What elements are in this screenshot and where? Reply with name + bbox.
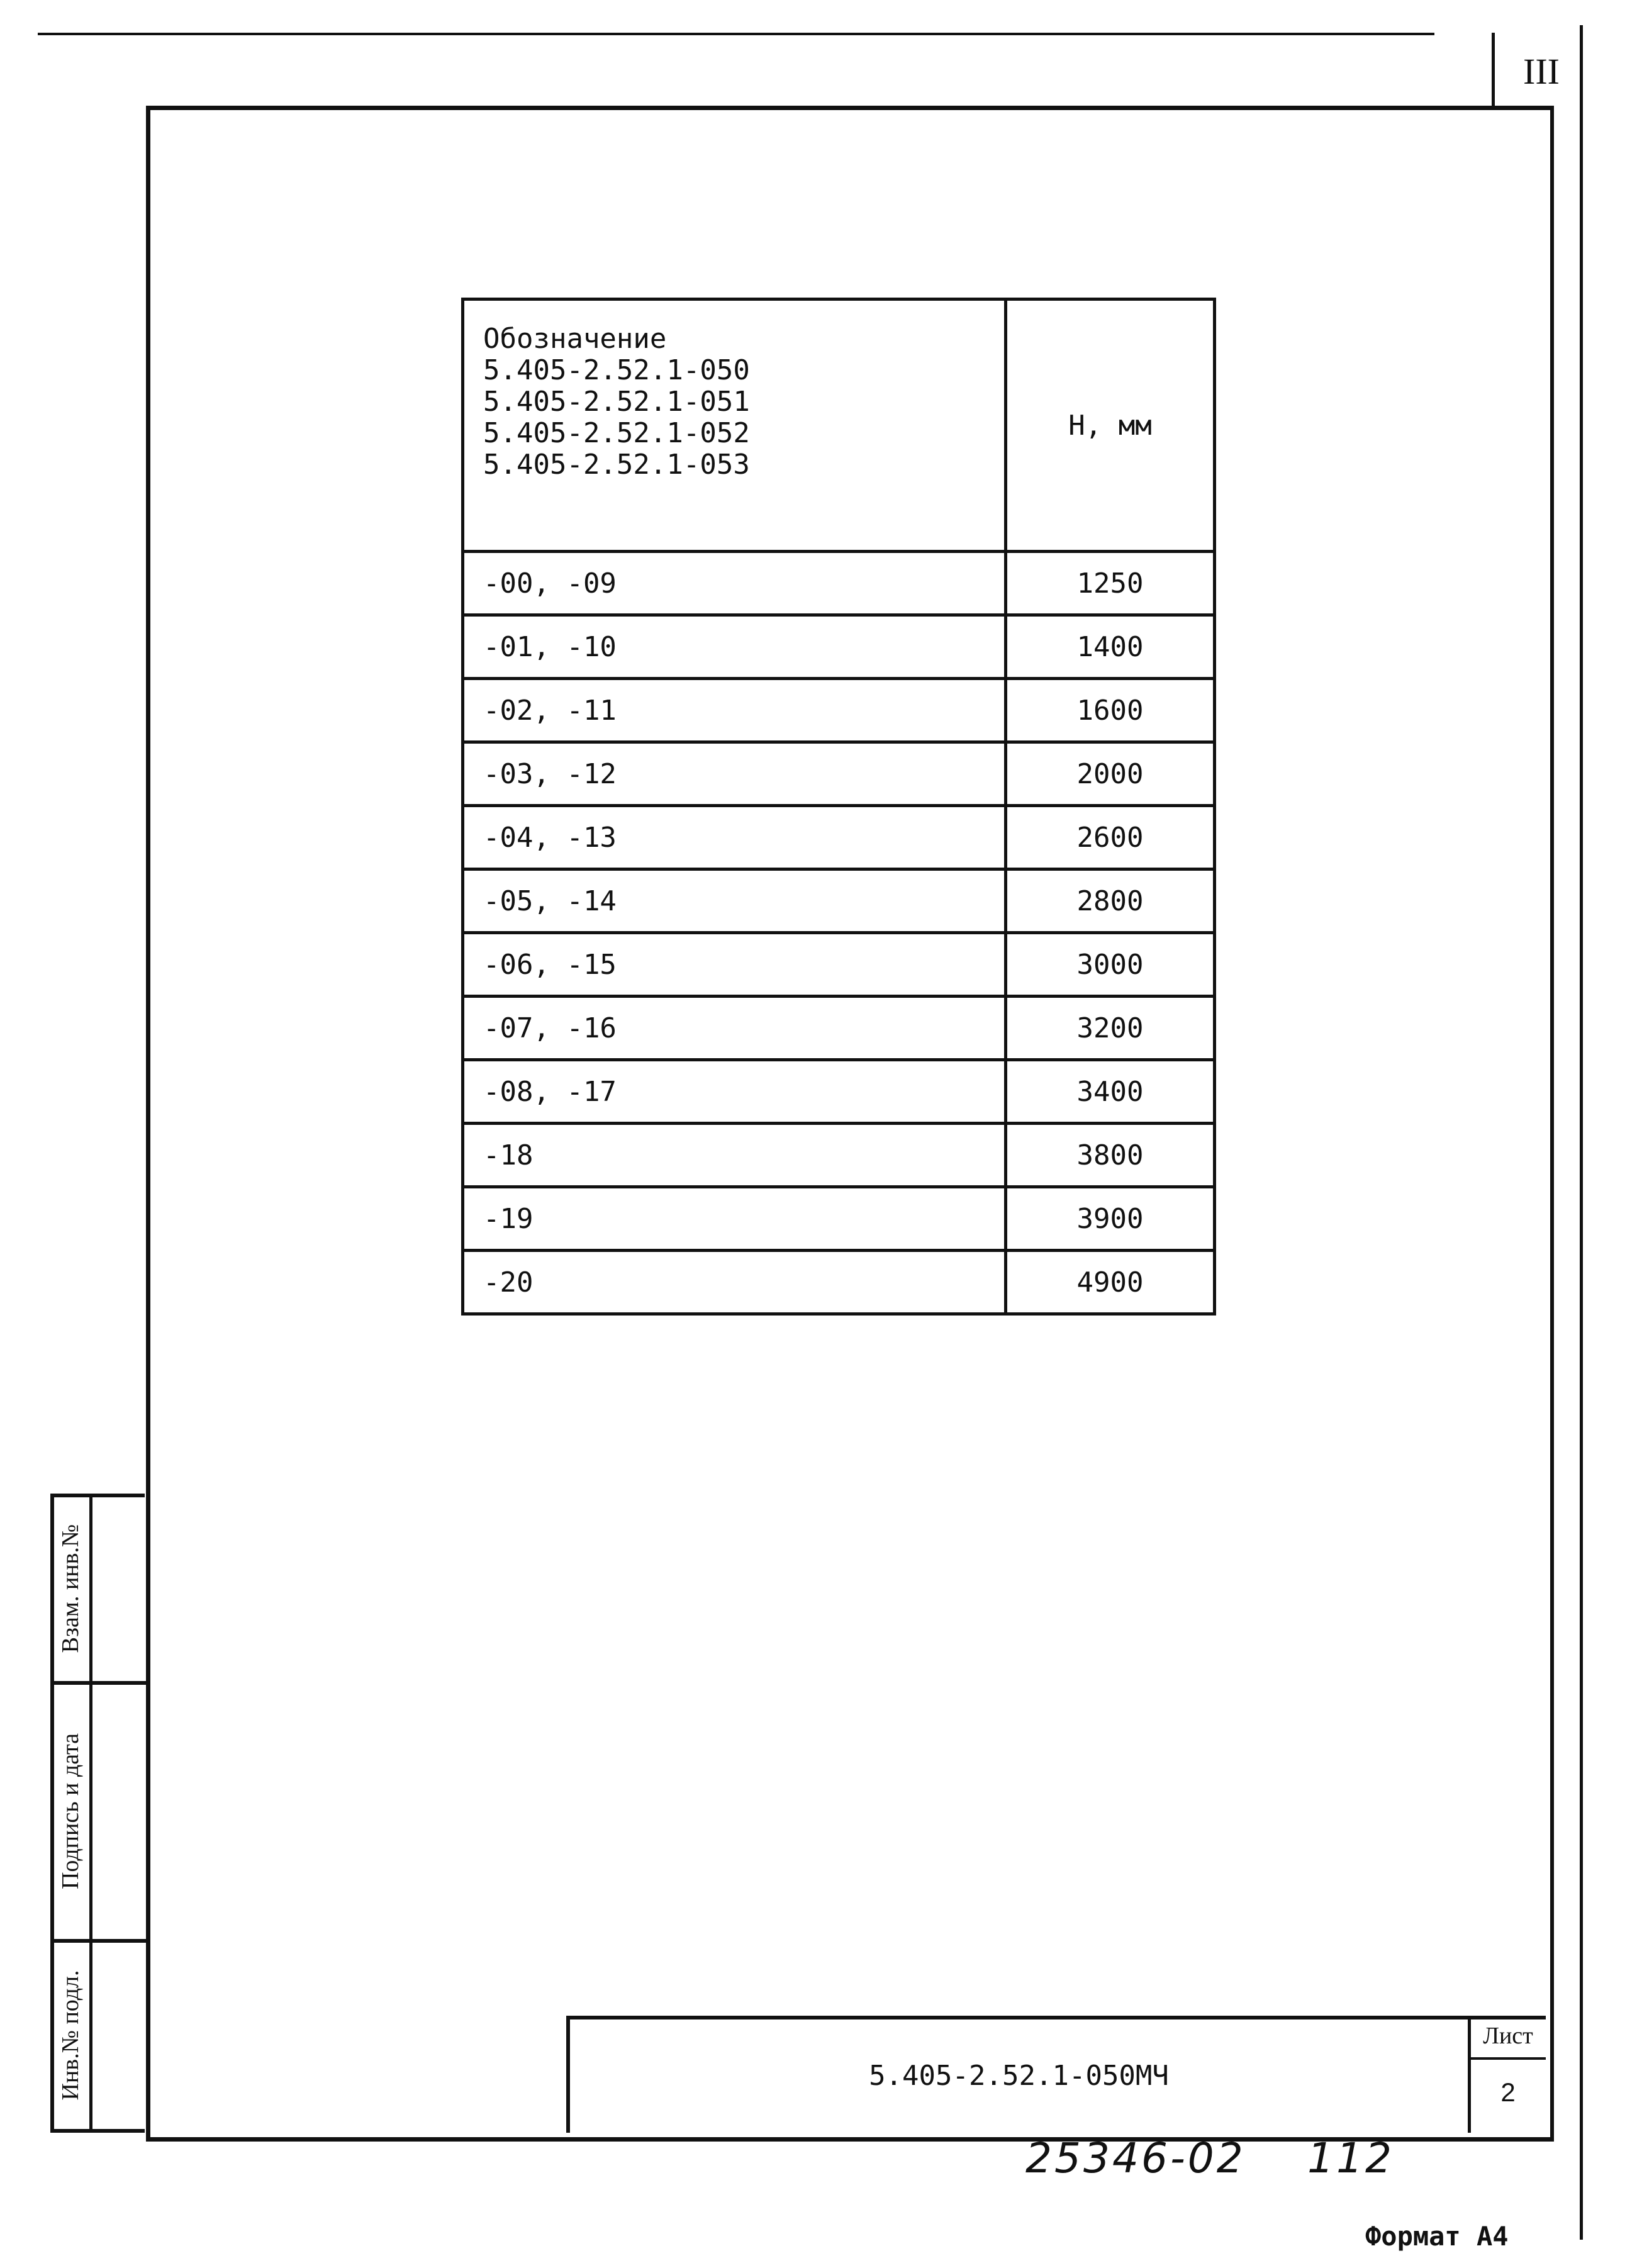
height-cell: 3400 <box>1006 1060 1215 1124</box>
spec-table <box>461 298 1216 1316</box>
height-cell: 1250 <box>1006 552 1215 615</box>
designation-code: 5.405-2.52.1-053 <box>483 449 750 481</box>
table-row <box>463 742 1215 806</box>
table-row <box>463 1060 1215 1124</box>
variant-cell: -03, -12 <box>463 742 1006 806</box>
height-cell: 3900 <box>1006 1187 1215 1251</box>
table-row <box>463 679 1215 742</box>
variant-cell: -00, -09 <box>463 552 1006 615</box>
height-cell: 2800 <box>1006 869 1215 933</box>
table-row <box>463 869 1215 933</box>
top-rule <box>38 33 1434 35</box>
document-code: 5.405-2.52.1-050МЧ <box>869 2060 1169 2092</box>
table-row <box>463 1251 1215 1314</box>
format-label: Формат А4 <box>1365 2221 1509 2252</box>
designation-header-cell <box>463 299 1006 552</box>
designation-code: 5.405-2.52.1-052 <box>483 417 750 449</box>
handwritten-page-number: 112 <box>1307 2134 1394 2182</box>
title-block-sheet-label-divider <box>1468 2057 1546 2060</box>
height-cell: 3800 <box>1006 1124 1215 1187</box>
height-cell: 4900 <box>1006 1251 1215 1314</box>
table-row <box>463 1187 1215 1251</box>
side-stamp-column-divider <box>89 1494 92 2133</box>
side-stamp-inv-orig: Инв.№ подл. <box>57 1970 84 2101</box>
height-header-cell: Н, мм <box>1006 299 1215 552</box>
table-row <box>463 933 1215 997</box>
variant-cell: -07, -16 <box>463 997 1006 1060</box>
spec-table-header <box>463 299 1215 552</box>
side-stamp-vzam-inv: Взам. инв.№ <box>57 1524 84 1653</box>
designation-code: 5.405-2.52.1-051 <box>483 386 750 418</box>
variant-cell: -02, -11 <box>463 679 1006 742</box>
table-row <box>463 1124 1215 1187</box>
corner-box-right-edge <box>1580 25 1583 2240</box>
corner-box-left-edge <box>1492 33 1495 107</box>
side-stamp-sign-date: Подпись и дата <box>57 1733 84 1890</box>
table-row <box>463 552 1215 615</box>
variant-cell: -18 <box>463 1124 1006 1187</box>
variant-cell: -06, -15 <box>463 933 1006 997</box>
variant-cell: -04, -13 <box>463 806 1006 869</box>
height-cell: 2600 <box>1006 806 1215 869</box>
table-row <box>463 615 1215 679</box>
designation-code: 5.405-2.52.1-050 <box>483 354 750 386</box>
height-cell: 1400 <box>1006 615 1215 679</box>
variant-cell: -05, -14 <box>463 869 1006 933</box>
variant-cell: -01, -10 <box>463 615 1006 679</box>
handwritten-archive-number: 25346-02 <box>1025 2134 1246 2182</box>
variant-cell: -20 <box>463 1251 1006 1314</box>
sheet-corner-number: III <box>1523 51 1560 92</box>
height-cell: 3200 <box>1006 997 1215 1060</box>
height-cell: 3000 <box>1006 933 1215 997</box>
sheet-number: 2 <box>1500 2077 1516 2107</box>
variant-cell: -08, -17 <box>463 1060 1006 1124</box>
variant-cell: -19 <box>463 1187 1006 1251</box>
designation-title: Обозначение <box>483 323 667 355</box>
sheet-label: Лист <box>1483 2023 1533 2049</box>
table-row <box>463 806 1215 869</box>
height-cell: 1600 <box>1006 679 1215 742</box>
height-cell: 2000 <box>1006 742 1215 806</box>
table-row <box>463 997 1215 1060</box>
